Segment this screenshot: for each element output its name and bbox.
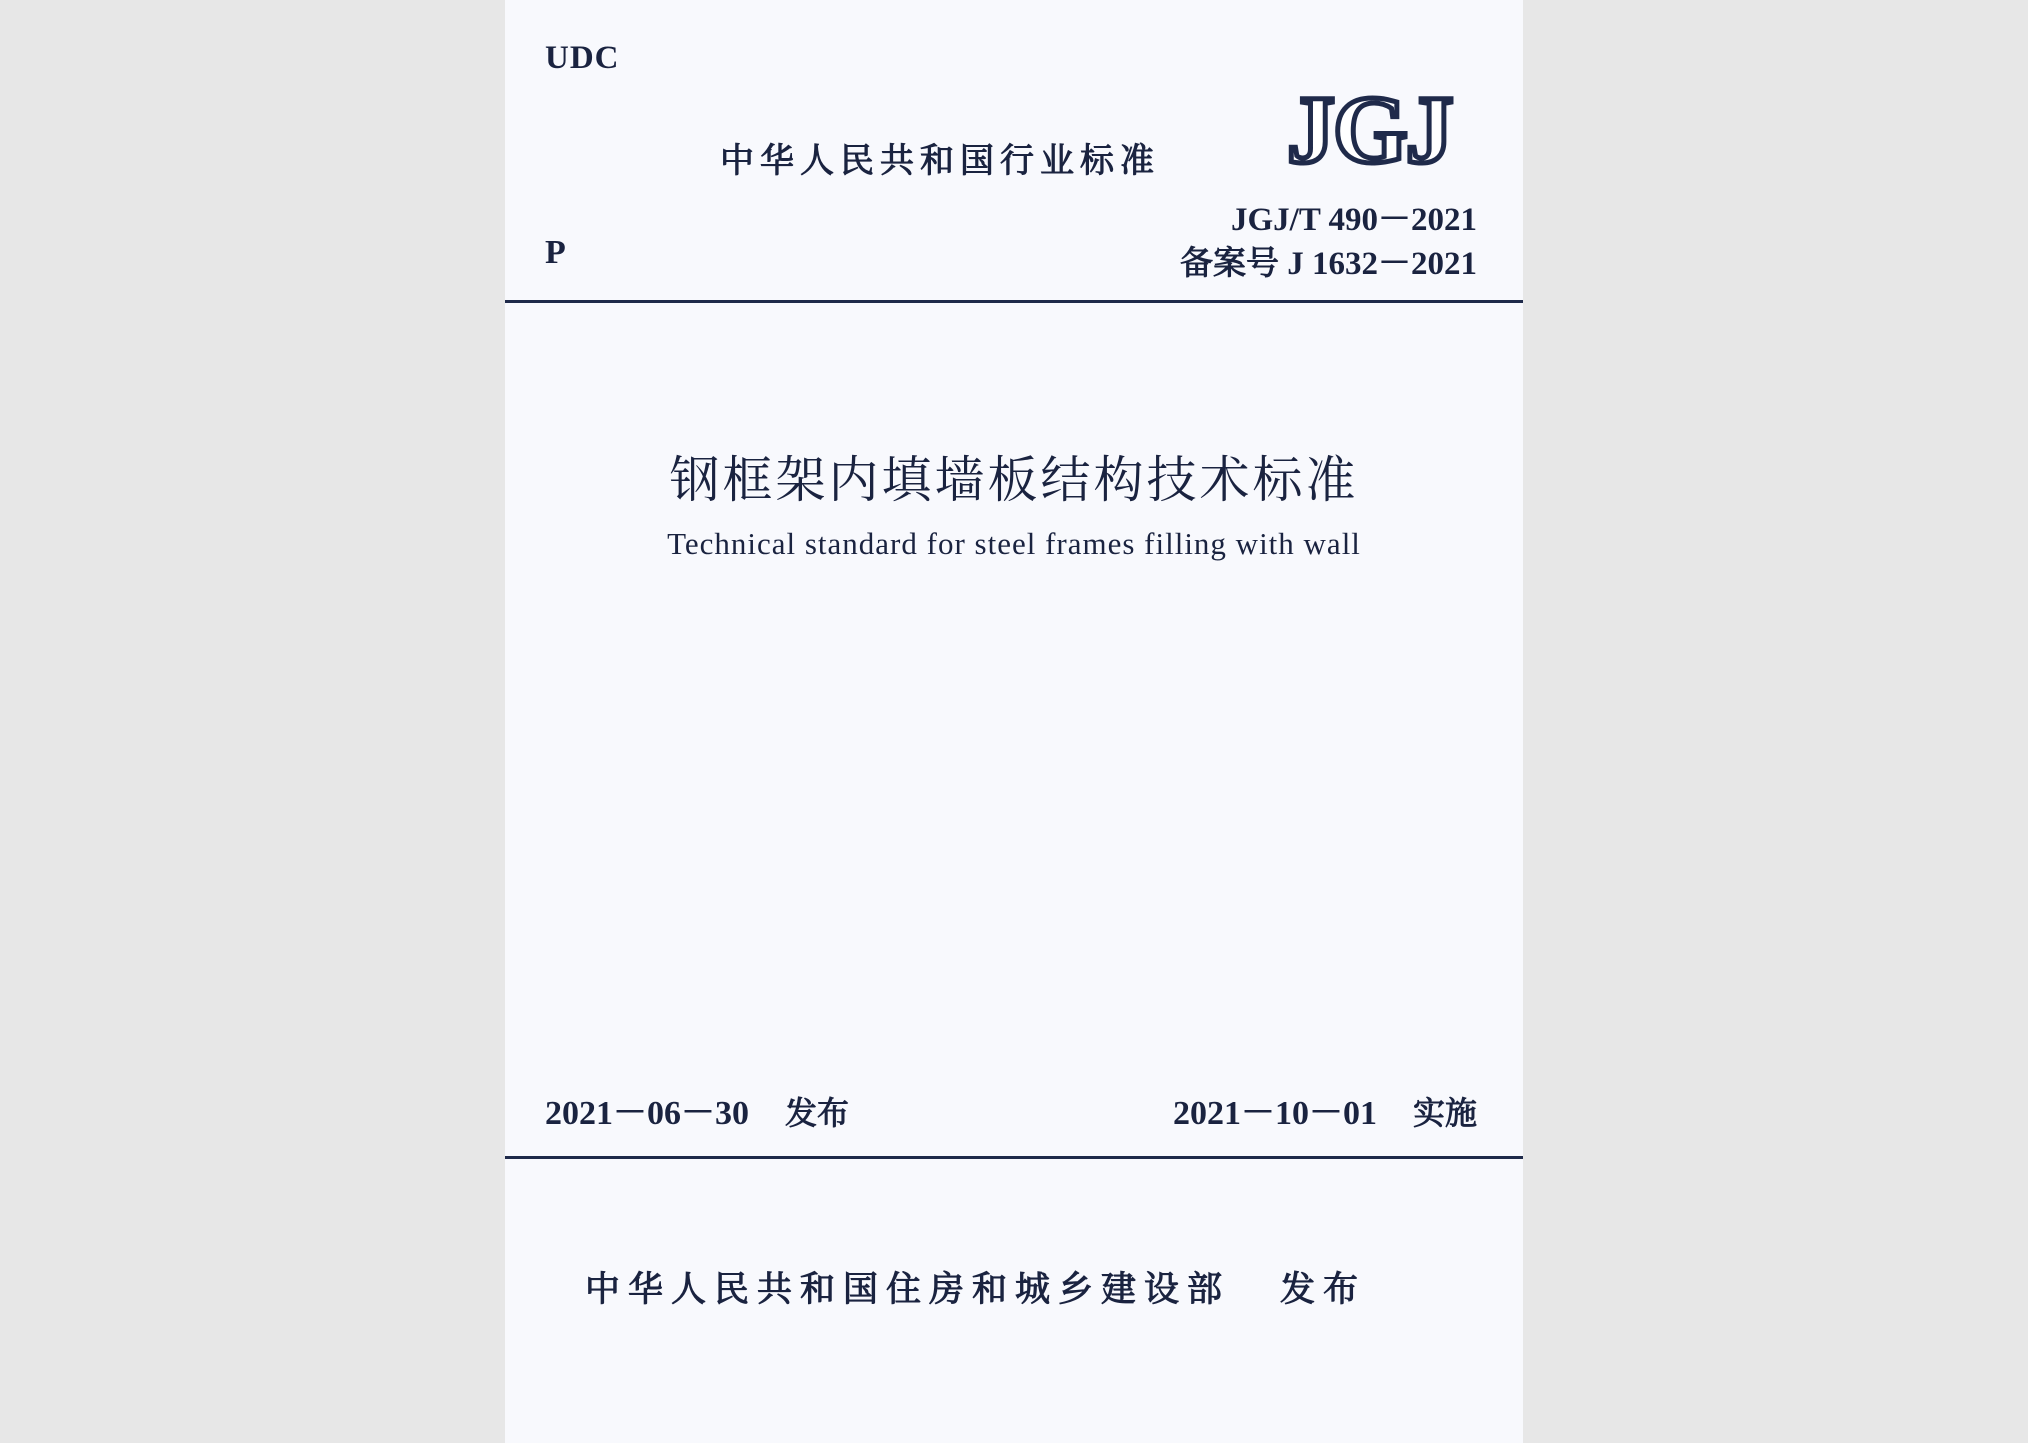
bottom-divider <box>505 1156 1523 1159</box>
issue-word: 发布 <box>785 1094 850 1132</box>
publisher-name: 中华人民共和国住房和城乡建设部 <box>585 1270 1231 1310</box>
filing-number: 备案号 J 1632－2021 <box>1180 246 1477 282</box>
issue-date-row <box>545 1085 849 1134</box>
implement-date: 2021－10－01 <box>1172 1095 1377 1132</box>
publisher-line <box>585 1262 1366 1312</box>
title-chinese: 钢框架内填墙板结构技术标准 <box>669 451 1359 509</box>
jgj-logo-text: JGJ <box>1287 80 1452 175</box>
title-english: Technical standard for steel frames filling with wall <box>667 526 1361 561</box>
industry-standard-heading: 中华人民共和国行业标准 <box>720 141 1160 181</box>
classification-label: P <box>545 234 566 271</box>
standard-number-block <box>1180 198 1477 286</box>
jgj-logo <box>1283 80 1488 175</box>
implement-word: 实施 <box>1412 1094 1477 1132</box>
document-page <box>505 0 1523 1443</box>
standard-number: JGJ/T 490－2021 <box>1230 202 1477 238</box>
udc-label: UDC <box>545 40 620 76</box>
implement-date-row <box>1173 1085 1477 1134</box>
top-divider <box>505 300 1523 303</box>
issue-date: 2021－06－30 <box>545 1095 749 1132</box>
publisher-word: 发布 <box>1280 1270 1367 1310</box>
